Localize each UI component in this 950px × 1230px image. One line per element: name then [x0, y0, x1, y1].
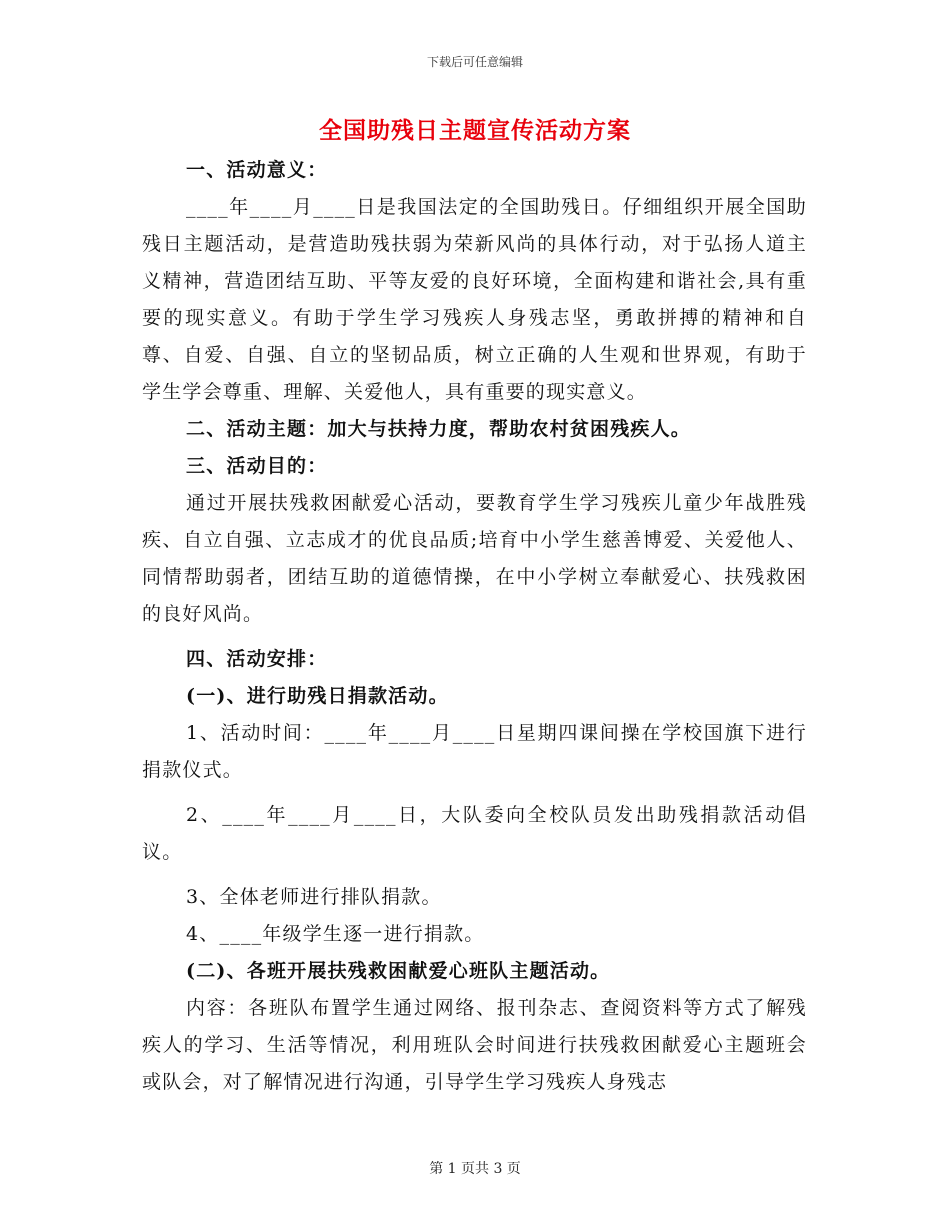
section-4-item-4: 4、____年级学生逐一进行捐款。	[186, 923, 485, 945]
page-footer: 第 1 页共 3 页	[429, 1161, 521, 1177]
section-3-heading: 三、活动目的：	[186, 455, 328, 477]
page-header: 下载后可任意编辑	[426, 55, 523, 69]
section-1-heading: 一、活动意义：	[186, 159, 328, 181]
section-1-body: ____年____月____日是我国法定的全国助残日。仔细组织开展全国助残日主题活动，是营造助残扶弱为荣新风尚的具体行动，对于弘扬人道主义精神，营造团结互助、平等友爱的良好环境，全面构建和谐社会,具有重要的现实意义。有助于学生学习残疾人身残志坚，勇敢拼搏的精神和自尊、自爱、自强、自立的坚韧品质，树立正确的人生观和世界观，有助于学生学会尊重、理解、关爱他人，具有重要的现实意义。	[142, 196, 807, 403]
document-title: 全国助残日主题宣传活动方案	[319, 117, 631, 144]
document-body	[142, 152, 807, 1101]
section-4-item-1: 1、活动时间：____年____月____日星期四课间操在学校国旗下进行捐款仪式。	[142, 722, 807, 781]
section-4-item-3: 3、全体老师进行排队捐款。	[186, 886, 442, 908]
section-3-body: 通过开展扶残救困献爱心活动，要教育学生学习残疾儿童少年战胜残疾、自立自强、立志成才的优良品质;培育中小学生慈善博爱、关爱他人、同情帮助弱者，团结互助的道德情操，在中小学树立奉献爱心、扶残救困的良好风尚。	[142, 492, 807, 625]
section-4-subheading-1: (一)、进行助残日捐款活动。	[186, 685, 449, 707]
section-4-item-2: 2、____年____月____日，大队委向全校队员发出助残捐款活动倡议。	[142, 804, 807, 863]
section-4-content: 内容：各班队布置学生通过网络、报刊杂志、查阅资料等方式了解残疾人的学习、生活等情况，利用班队会时间进行扶残救困献爱心主题班会或队会，对了解情况进行沟通，引导学生学习残疾人身残志	[142, 997, 807, 1093]
section-4-subheading-2: (二)、各班开展扶残救困献爱心班队主题活动。	[186, 960, 611, 982]
section-2-heading: 二、活动主题：加大与扶持力度，帮助农村贫困残疾人。	[186, 418, 692, 440]
section-4-heading: 四、活动安排：	[186, 648, 328, 670]
